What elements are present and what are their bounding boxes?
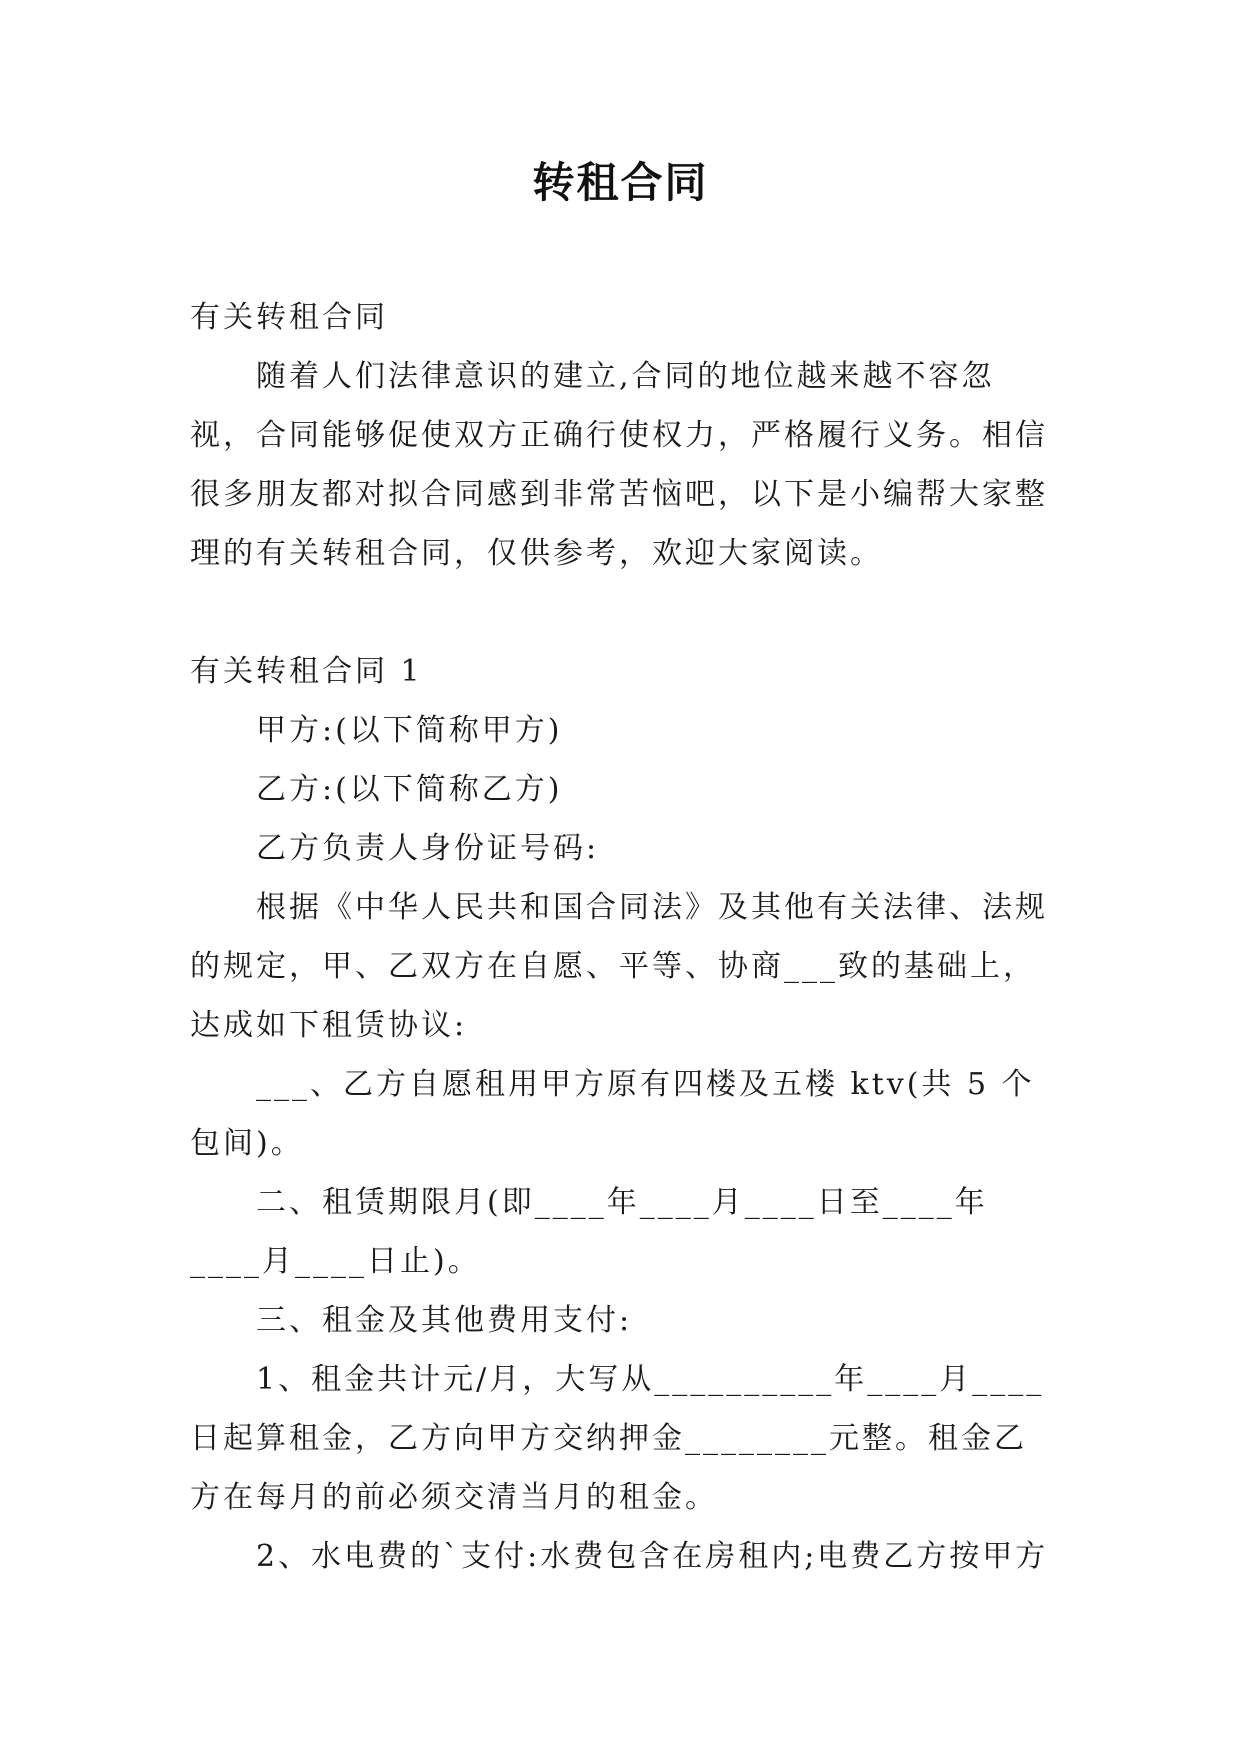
intro-heading: 有关转租合同 [190,300,388,335]
basis-paragraph: 根据《中华人民共和国合同法》及其他有关法律、法规的规定，甲、乙双方在自愿、平等、协商___致的基础上，达成如下租赁协议: [190,890,1048,1043]
document-body [190,288,1058,1586]
section-spacer [190,583,1058,642]
clause-3-1: 1、租金共计元/月，大写从__________年____月____日起算租金，乙方向甲方交纳押金________元整。租金乙方在每月的前必须交清当月的租金。 [190,1362,1045,1515]
intro-paragraph: 随着人们法律意识的建立,合同的地位越来越不容忽视，合同能够促使双方正确行使权力，严格履行义务。相信很多朋友都对拟合同感到非常苦恼吧，以下是小编帮大家整理的有关转租合同，仅供参考，欢迎大家阅读。 [190,359,1048,571]
document-title: 转租合同 [532,158,709,207]
party-b-id-line: 乙方负责人身份证号码: [256,831,600,866]
clause-3-2: 2、水电费的`支付:水费包含在房租内;电费乙方按甲方 [256,1539,1049,1574]
clause-1: ___、乙方自愿租用甲方原有四楼及五楼 ktv(共 5 个包间)。 [190,1067,1035,1161]
clause-3: 三、租金及其他费用支付: [256,1303,633,1338]
clause-2: 二、租赁期限月(即____年____月____日至____年____月____日止)。 [190,1185,988,1279]
party-a-line: 甲方:(以下简称甲方) [256,713,563,748]
party-b-line: 乙方:(以下简称乙方) [256,772,563,807]
section1-heading: 有关转租合同 1 [190,654,423,689]
